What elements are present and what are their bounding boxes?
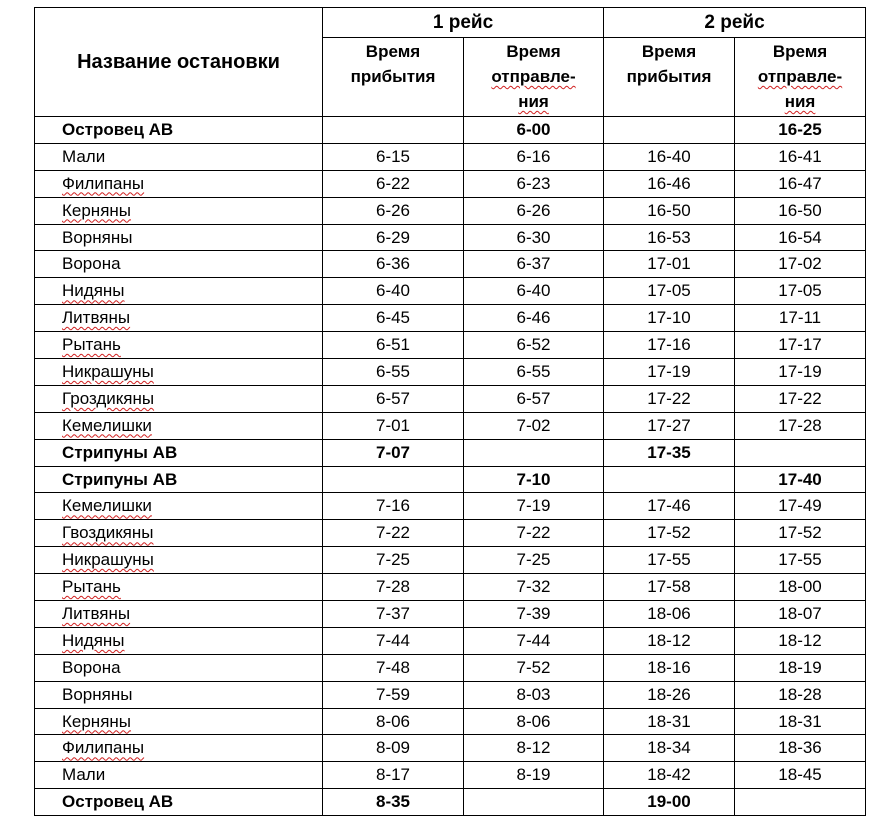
departure-line2: отправле- <box>491 67 576 86</box>
trip1-arrival: 7-25 <box>323 547 464 574</box>
table-row <box>35 439 866 466</box>
stop-name: Островец АВ <box>35 117 323 144</box>
schedule-table <box>34 7 866 816</box>
departure-line1: Время <box>506 42 561 61</box>
trip2-arrival: 16-50 <box>604 197 735 224</box>
trip1-arrival: 8-09 <box>323 735 464 762</box>
table-row <box>35 170 866 197</box>
trip1-departure: 8-03 <box>464 681 604 708</box>
stop-name: Литвяны <box>35 305 323 332</box>
trip1-departure: 6-23 <box>464 170 604 197</box>
trip2-header: 2 рейс <box>604 8 866 38</box>
stop-name: Гвоздикяны <box>35 520 323 547</box>
trip1-arrival: 6-36 <box>323 251 464 278</box>
trip1-departure: 8-06 <box>464 708 604 735</box>
trip2-arrival: 17-05 <box>604 278 735 305</box>
trip1-departure <box>464 789 604 816</box>
trip1-departure: 6-00 <box>464 117 604 144</box>
trip1-departure: 6-57 <box>464 385 604 412</box>
trip2-arrival: 18-31 <box>604 708 735 735</box>
table-row <box>35 224 866 251</box>
arrival-line1: Время <box>365 42 421 61</box>
table-row <box>35 547 866 574</box>
trip1-departure: 6-55 <box>464 359 604 386</box>
trip2-arrival <box>604 117 735 144</box>
table-row <box>35 466 866 493</box>
trip1-departure: 7-02 <box>464 412 604 439</box>
trip1-arrival: 6-29 <box>323 224 464 251</box>
trip1-arrival: 8-17 <box>323 762 464 789</box>
trip1-departure: 6-40 <box>464 278 604 305</box>
trip1-arrival <box>323 117 464 144</box>
table-row <box>35 735 866 762</box>
trip1-departure: 7-25 <box>464 547 604 574</box>
trip1-arrival: 6-26 <box>323 197 464 224</box>
trip1-departure: 7-19 <box>464 493 604 520</box>
stop-name: Гроздикяны <box>35 385 323 412</box>
table-row <box>35 493 866 520</box>
trip1-departure: 6-26 <box>464 197 604 224</box>
departure-line3: ния <box>784 92 816 111</box>
table-row <box>35 627 866 654</box>
trip2-arrival: 17-55 <box>604 547 735 574</box>
trip2-arrival: 17-46 <box>604 493 735 520</box>
trip1-arrival: 6-57 <box>323 385 464 412</box>
trip2-departure: 17-55 <box>735 547 866 574</box>
table-row <box>35 412 866 439</box>
stop-name: Филипаны <box>35 170 323 197</box>
trip2-departure: 17-28 <box>735 412 866 439</box>
stop-name: Никрашуны <box>35 547 323 574</box>
trip1-arrival: 8-35 <box>323 789 464 816</box>
table-row <box>35 359 866 386</box>
stop-name: Ворона <box>35 654 323 681</box>
trip2-departure: 16-47 <box>735 170 866 197</box>
trip1-arrival: 6-40 <box>323 278 464 305</box>
trip2-departure <box>735 439 866 466</box>
arrival-line2: прибытия <box>626 67 712 86</box>
trip2-departure: 16-41 <box>735 143 866 170</box>
trip1-arrival: 7-59 <box>323 681 464 708</box>
trip1-departure: 7-39 <box>464 601 604 628</box>
trip2-departure: 17-22 <box>735 385 866 412</box>
stop-name: Мали <box>35 143 323 170</box>
trip2-arrival: 19-00 <box>604 789 735 816</box>
trip2-departure: 16-50 <box>735 197 866 224</box>
stop-name-header: Название остановки <box>35 8 323 117</box>
trip1-arrival: 6-22 <box>323 170 464 197</box>
trip1-arrival <box>323 466 464 493</box>
trip2-departure: 17-40 <box>735 466 866 493</box>
table-row <box>35 520 866 547</box>
trip2-arrival: 17-58 <box>604 574 735 601</box>
stop-name: Филипаны <box>35 735 323 762</box>
trip1-arrival-header <box>323 38 464 117</box>
trip1-arrival: 6-55 <box>323 359 464 386</box>
trip2-arrival: 17-10 <box>604 305 735 332</box>
trip2-arrival: 17-35 <box>604 439 735 466</box>
table-row <box>35 143 866 170</box>
stop-name: Ворняны <box>35 681 323 708</box>
table-row <box>35 708 866 735</box>
trip2-departure: 18-45 <box>735 762 866 789</box>
stop-name: Ворона <box>35 251 323 278</box>
trip2-departure: 17-19 <box>735 359 866 386</box>
trip2-arrival: 18-42 <box>604 762 735 789</box>
trip1-arrival: 6-45 <box>323 305 464 332</box>
stop-name: Кемелишки <box>35 412 323 439</box>
stop-name: Керняны <box>35 197 323 224</box>
trip2-departure: 17-02 <box>735 251 866 278</box>
arrival-line2: прибытия <box>350 67 436 86</box>
trip2-departure-header <box>735 38 866 117</box>
stop-name: Стрипуны АВ <box>35 439 323 466</box>
trip1-arrival: 7-07 <box>323 439 464 466</box>
table-row <box>35 251 866 278</box>
trip2-departure: 18-28 <box>735 681 866 708</box>
trip1-departure: 7-32 <box>464 574 604 601</box>
trip2-departure: 17-17 <box>735 332 866 359</box>
trip1-arrival: 6-51 <box>323 332 464 359</box>
stop-name: Никрашуны <box>35 359 323 386</box>
trip1-departure: 6-46 <box>464 305 604 332</box>
departure-line1: Время <box>772 42 828 61</box>
trip1-departure: 6-52 <box>464 332 604 359</box>
trip2-departure: 18-00 <box>735 574 866 601</box>
table-row <box>35 789 866 816</box>
table-row <box>35 385 866 412</box>
trip2-arrival: 18-16 <box>604 654 735 681</box>
trip2-departure: 17-11 <box>735 305 866 332</box>
trip2-arrival: 16-46 <box>604 170 735 197</box>
trip1-arrival: 7-37 <box>323 601 464 628</box>
trip2-arrival: 18-34 <box>604 735 735 762</box>
trip1-arrival: 6-15 <box>323 143 464 170</box>
table-row <box>35 332 866 359</box>
trip1-departure: 7-10 <box>464 466 604 493</box>
trip1-departure: 6-37 <box>464 251 604 278</box>
trip2-arrival: 17-22 <box>604 385 735 412</box>
stop-name: Мали <box>35 762 323 789</box>
trip2-departure: 17-52 <box>735 520 866 547</box>
trip1-arrival: 7-01 <box>323 412 464 439</box>
trip1-departure <box>464 439 604 466</box>
trip2-departure: 17-49 <box>735 493 866 520</box>
table-row <box>35 654 866 681</box>
stop-name: Нидяны <box>35 627 323 654</box>
stop-name: Рытань <box>35 332 323 359</box>
trip2-departure: 16-54 <box>735 224 866 251</box>
trip2-departure: 18-31 <box>735 708 866 735</box>
trip1-arrival: 7-48 <box>323 654 464 681</box>
table-row <box>35 601 866 628</box>
table-row <box>35 681 866 708</box>
departure-line2: отправле- <box>757 67 843 86</box>
trip2-arrival: 17-19 <box>604 359 735 386</box>
table-row <box>35 278 866 305</box>
trip1-departure: 8-12 <box>464 735 604 762</box>
stop-name: Кемелишки <box>35 493 323 520</box>
trip1-departure: 7-52 <box>464 654 604 681</box>
arrival-line1: Время <box>641 42 697 61</box>
trip2-arrival: 18-06 <box>604 601 735 628</box>
stop-name: Стрипуны АВ <box>35 466 323 493</box>
table-row <box>35 197 866 224</box>
trip1-departure: 8-19 <box>464 762 604 789</box>
trip2-arrival-header <box>604 38 735 117</box>
table-row <box>35 305 866 332</box>
trip1-arrival: 7-22 <box>323 520 464 547</box>
table-row <box>35 762 866 789</box>
trip2-departure: 16-25 <box>735 117 866 144</box>
table-row <box>35 574 866 601</box>
trip2-departure: 18-19 <box>735 654 866 681</box>
trip2-departure: 17-05 <box>735 278 866 305</box>
trip2-arrival: 16-40 <box>604 143 735 170</box>
trip2-arrival: 17-27 <box>604 412 735 439</box>
stop-name: Островец АВ <box>35 789 323 816</box>
trip2-departure <box>735 789 866 816</box>
stop-name: Керняны <box>35 708 323 735</box>
stop-name: Рытань <box>35 574 323 601</box>
trip1-departure: 6-30 <box>464 224 604 251</box>
trip1-arrival: 7-28 <box>323 574 464 601</box>
trip2-arrival: 17-16 <box>604 332 735 359</box>
departure-line3: ния <box>518 92 549 111</box>
trip1-departure-header <box>464 38 604 117</box>
stop-name: Нидяны <box>35 278 323 305</box>
trip2-arrival: 16-53 <box>604 224 735 251</box>
trip1-departure: 7-44 <box>464 627 604 654</box>
trip2-arrival: 18-12 <box>604 627 735 654</box>
trip2-arrival: 17-52 <box>604 520 735 547</box>
trip2-departure: 18-07 <box>735 601 866 628</box>
trip1-arrival: 7-44 <box>323 627 464 654</box>
stop-name: Литвяны <box>35 601 323 628</box>
trip2-arrival: 18-26 <box>604 681 735 708</box>
trip2-departure: 18-36 <box>735 735 866 762</box>
trip2-arrival: 17-01 <box>604 251 735 278</box>
trip2-departure: 18-12 <box>735 627 866 654</box>
table-row <box>35 117 866 144</box>
trip1-departure: 7-22 <box>464 520 604 547</box>
trip2-arrival <box>604 466 735 493</box>
trip1-departure: 6-16 <box>464 143 604 170</box>
trip1-header: 1 рейс <box>323 8 604 38</box>
trip1-arrival: 7-16 <box>323 493 464 520</box>
stop-name: Ворняны <box>35 224 323 251</box>
trip1-arrival: 8-06 <box>323 708 464 735</box>
